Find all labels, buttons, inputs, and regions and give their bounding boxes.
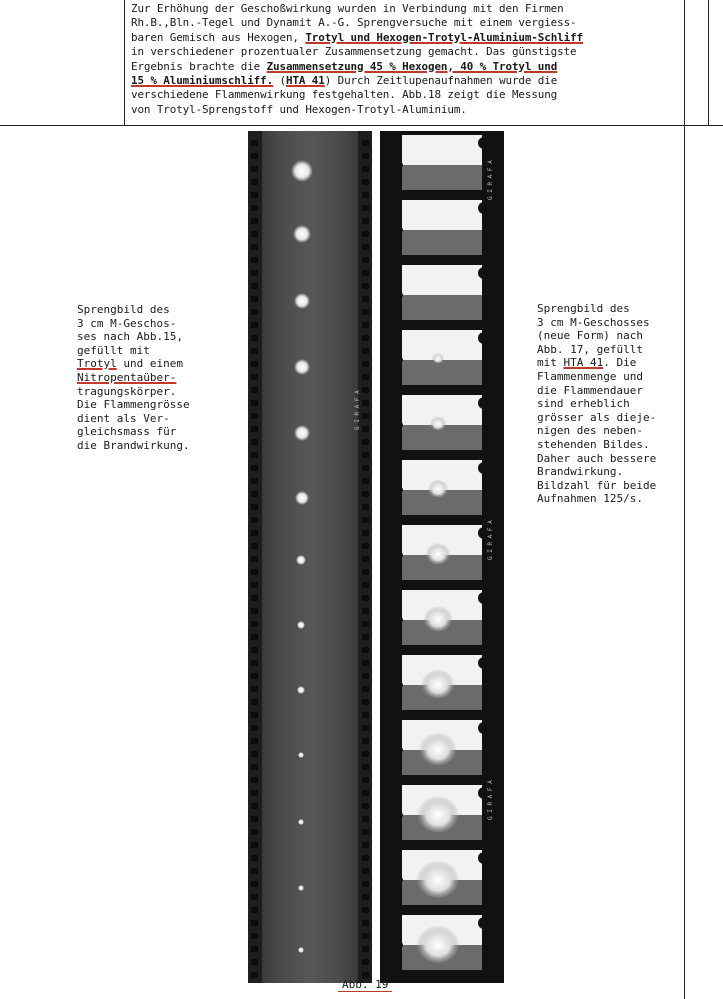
explosion-cloud <box>417 794 460 833</box>
film-perforation <box>362 244 369 250</box>
film-perforation <box>251 283 258 289</box>
frame-ground <box>402 165 482 190</box>
film-perforation <box>251 920 258 926</box>
film-perforation <box>362 179 369 185</box>
film-perforation <box>362 374 369 380</box>
film-perforation <box>397 812 403 818</box>
film-perforation <box>251 517 258 523</box>
film-perforation <box>251 192 258 198</box>
film-perforation <box>362 868 369 874</box>
film-perforation <box>362 881 369 887</box>
film-perforation <box>362 803 369 809</box>
film-perforation <box>362 153 369 159</box>
film-perforation <box>397 162 403 168</box>
film-perforation <box>251 712 258 718</box>
film-perforation <box>397 227 403 233</box>
left-line: dient als Ver- <box>77 411 170 425</box>
left-underlined: Trotyl <box>77 357 117 371</box>
film-perforation <box>251 699 258 705</box>
explosion-flash <box>294 359 310 375</box>
film-perforation <box>362 725 369 731</box>
film-perforation <box>251 933 258 939</box>
film-perforation <box>397 877 403 883</box>
intro-underlined: 15 % Aluminiumschliff. <box>131 74 274 88</box>
film-perforation <box>362 764 369 770</box>
film-perforation <box>251 504 258 510</box>
right-line: Daher auch bessere <box>537 451 657 465</box>
film-perforation <box>362 504 369 510</box>
film-perforation <box>478 462 490 474</box>
right-line: (neue Form) nach <box>537 329 643 343</box>
right-line: Abb. 17, gefüllt <box>537 342 643 356</box>
film-perforation <box>251 309 258 315</box>
intro-line: baren Gemisch aus Hexogen, <box>131 30 306 44</box>
film-perforation <box>362 543 369 549</box>
film-perforation <box>251 374 258 380</box>
film-perforation <box>251 569 258 575</box>
intro-line: ( <box>273 74 286 88</box>
film-perforation <box>251 777 258 783</box>
frame-ground <box>402 295 482 320</box>
film-perforation <box>362 452 369 458</box>
explosion-flash <box>298 885 304 891</box>
film-perforation <box>251 244 258 250</box>
right-underlined: HTA 41 <box>563 356 604 370</box>
film-perforation <box>251 673 258 679</box>
explosion-cloud <box>423 605 453 632</box>
film-perforation <box>251 725 258 731</box>
film-perforation <box>362 439 369 445</box>
film-perforation <box>362 309 369 315</box>
film-perforation <box>397 487 403 493</box>
film-perforation <box>362 517 369 523</box>
right-line: die Flammendauer <box>537 383 643 397</box>
explosion-flash <box>298 947 304 953</box>
intro-line: verschiedene Flammenwirkung festgehalten. Abb.18 zeigt die Messung <box>131 88 558 102</box>
film-edge-text: G I R A F A <box>354 390 361 430</box>
film-perforation <box>251 439 258 445</box>
film-perforation <box>397 422 403 428</box>
film-perforation <box>362 595 369 601</box>
film-perforation <box>362 413 369 419</box>
left-underlined: Nitropentaüber- <box>77 370 177 384</box>
explosion-cloud <box>432 353 444 364</box>
right-line: Bildzahl für beide <box>537 478 657 492</box>
film-perforation <box>251 322 258 328</box>
film-perforation <box>251 660 258 666</box>
film-perforation <box>251 140 258 146</box>
film-perforation <box>251 348 258 354</box>
explosion-cloud <box>421 668 455 699</box>
explosion-flash <box>298 752 304 758</box>
explosion-flash <box>294 293 310 309</box>
film-perforation <box>251 335 258 341</box>
left-line: und einem <box>116 357 183 371</box>
right-line: mit <box>537 356 564 370</box>
explosion-flash <box>291 160 313 182</box>
film-perforation <box>362 829 369 835</box>
film-perforation <box>251 257 258 263</box>
film-perforation <box>362 530 369 536</box>
intro-line: ) Durch Zeitlupenaufnahmen wurde die <box>324 74 558 88</box>
film-perforation <box>251 179 258 185</box>
film-perforation <box>478 852 490 864</box>
film-perforation <box>251 296 258 302</box>
film-perforation <box>362 166 369 172</box>
film-perforation <box>362 205 369 211</box>
film-perforation <box>362 946 369 952</box>
left-film-strip <box>248 131 372 983</box>
film-perforation <box>362 621 369 627</box>
film-perforation <box>362 569 369 575</box>
explosion-cloud <box>430 416 446 431</box>
film-perforation <box>251 790 258 796</box>
frame-ground <box>402 230 482 255</box>
film-perforation <box>251 530 258 536</box>
explosion-flash <box>298 819 304 825</box>
film-perforation <box>362 751 369 757</box>
film-perforation <box>251 764 258 770</box>
intro-line: Rh.B.,Bln.-Tegel und Dynamit A.-G. Sprengversuche mit einem vergiess- <box>131 16 577 30</box>
film-perforation <box>362 192 369 198</box>
film-perforation <box>362 322 369 328</box>
film-perforation <box>362 660 369 666</box>
film-perforation <box>362 738 369 744</box>
film-perforation <box>362 920 369 926</box>
film-perforation <box>362 842 369 848</box>
film-perforation <box>362 673 369 679</box>
film-perforation <box>478 592 490 604</box>
explosion-flash <box>297 686 305 694</box>
explosion-cloud <box>425 542 450 565</box>
film-perforation <box>362 335 369 341</box>
film-perforation <box>251 205 258 211</box>
film-perforation <box>362 816 369 822</box>
film-perforation <box>251 400 258 406</box>
film-perforation <box>251 478 258 484</box>
film-perforation <box>362 140 369 146</box>
film-perforation <box>362 361 369 367</box>
film-perforation <box>397 617 403 623</box>
explosion-cloud <box>416 858 460 898</box>
film-perforation <box>251 166 258 172</box>
film-perforation <box>362 907 369 913</box>
film-perforation <box>362 959 369 965</box>
film-perforation <box>362 387 369 393</box>
left-description <box>77 303 237 453</box>
film-perforation <box>251 465 258 471</box>
film-perforation <box>478 917 490 929</box>
film-perforation <box>251 738 258 744</box>
figure-caption: Abb. 19 <box>338 978 392 992</box>
film-perforation <box>362 790 369 796</box>
film-perforation <box>251 218 258 224</box>
intro-underlined: Trotyl und Hexogen-Trotyl-Aluminium-Schliff <box>305 30 583 44</box>
intro-line: von Trotyl-Sprengstoff und Hexogen-Trotyl-Aluminium. <box>131 102 467 116</box>
film-perforation <box>251 907 258 913</box>
film-perforation <box>251 231 258 237</box>
left-line: gleichsmass für <box>77 425 177 439</box>
film-perforation <box>362 634 369 640</box>
film-perforation <box>251 582 258 588</box>
explosion-cloud <box>416 923 460 963</box>
film-perforation <box>478 332 490 344</box>
film-perforation <box>397 552 403 558</box>
left-line: tragungskörper. <box>77 384 177 398</box>
film-perforation <box>362 933 369 939</box>
film-perforation <box>251 608 258 614</box>
film-perforation <box>251 387 258 393</box>
film-perforation <box>251 413 258 419</box>
film-perforation <box>251 556 258 562</box>
film-perforation <box>362 608 369 614</box>
film-perforation <box>362 465 369 471</box>
film-perforation <box>478 137 490 149</box>
film-perforation <box>478 722 490 734</box>
film-perforation <box>251 829 258 835</box>
right-line: grösser als dieje- <box>537 410 657 424</box>
right-line: stehenden Bildes. <box>537 437 650 451</box>
left-line: Sprengbild des <box>77 303 170 316</box>
film-perforation <box>251 543 258 549</box>
intro-underlined: Zusammensetzung 45 % Hexogen, 40 % Trotyl und <box>266 59 558 73</box>
film-perforation <box>251 972 258 978</box>
film-perforation <box>251 647 258 653</box>
film-edge-text: G I R A F A <box>487 160 494 200</box>
film-perforation <box>362 582 369 588</box>
film-perforation <box>251 881 258 887</box>
film-perforation <box>478 397 490 409</box>
film-edge-text: G I R A F A <box>487 520 494 560</box>
film-perforation <box>251 361 258 367</box>
right-line: nigen des neben- <box>537 424 643 438</box>
film-perforation <box>251 634 258 640</box>
film-perforation <box>362 712 369 718</box>
film-perforation <box>478 657 490 669</box>
film-perforation <box>251 946 258 952</box>
film-perforation <box>362 231 369 237</box>
film-perforation <box>362 699 369 705</box>
intro-line: Zur Erhöhung der Geschoßwirkung wurden in Verbindung mit den Firmen <box>131 2 564 15</box>
film-perforation <box>251 686 258 692</box>
film-perforation <box>251 959 258 965</box>
film-perforation <box>397 942 403 948</box>
film-perforation <box>251 491 258 497</box>
intro-line: in verschiedener prozentualer Zusammensetzung gemacht. Das günstigste <box>131 45 577 59</box>
film-perforation <box>362 426 369 432</box>
explosion-flash <box>296 555 306 565</box>
explosion-flash <box>295 491 309 505</box>
explosion-cloud <box>419 731 457 766</box>
film-perforation <box>251 270 258 276</box>
right-line: Flammenmenge und <box>537 369 643 383</box>
film-perforation <box>251 621 258 627</box>
film-perforation <box>251 595 258 601</box>
film-perforation <box>251 751 258 757</box>
film-perforation <box>478 202 490 214</box>
film-perforation <box>251 153 258 159</box>
film-perforation <box>397 682 403 688</box>
film-perforation <box>362 283 369 289</box>
film-perforation <box>362 218 369 224</box>
right-description <box>537 302 712 506</box>
film-perforation <box>362 686 369 692</box>
right-line: . Die <box>603 356 637 370</box>
explosion-flash <box>294 425 310 441</box>
film-edge-text: G I R A F A <box>487 780 494 820</box>
right-line: Brandwirkung. <box>537 465 624 479</box>
left-line: gefüllt mit <box>77 343 150 357</box>
left-line: die Brandwirkung. <box>77 438 190 452</box>
explosion-flash <box>293 225 311 243</box>
explosion-cloud <box>428 479 449 498</box>
left-line: ses nach Abb.15, <box>77 330 183 344</box>
film-perforation <box>362 777 369 783</box>
right-line: 3 cm M-Geschosses <box>537 315 650 329</box>
film-perforation <box>397 292 403 298</box>
film-perforation <box>251 803 258 809</box>
film-perforation <box>251 452 258 458</box>
right-film-strip <box>354 131 504 983</box>
film-perforation <box>478 267 490 279</box>
film-perforation <box>362 556 369 562</box>
film-perforation <box>251 426 258 432</box>
film-perforation <box>251 868 258 874</box>
left-line: 3 cm M-Geschos- <box>77 316 177 330</box>
film-perforation <box>251 894 258 900</box>
film-perforation <box>397 357 403 363</box>
film-perforation <box>251 842 258 848</box>
film-perforation <box>397 747 403 753</box>
film-perforation <box>251 855 258 861</box>
intro-underlined: HTA 41 <box>285 74 325 88</box>
film-perforation <box>362 855 369 861</box>
frame-ground <box>402 360 482 385</box>
right-line: Aufnahmen 125/s. <box>537 492 643 506</box>
film-perforation <box>362 894 369 900</box>
film-perforation <box>362 400 369 406</box>
film-perforation <box>362 270 369 276</box>
film-perforation <box>362 491 369 497</box>
film-perforation <box>251 816 258 822</box>
right-line: Sprengbild des <box>537 302 630 315</box>
film-perforation <box>362 478 369 484</box>
film-perforation <box>362 348 369 354</box>
film-perforation <box>362 257 369 263</box>
right-line: sind erheblich <box>537 397 630 411</box>
intro-line: Ergebnis brachte die <box>131 59 267 73</box>
film-perforation <box>362 296 369 302</box>
explosion-flash <box>297 621 305 629</box>
left-line: Die Flammengrösse <box>77 398 190 412</box>
film-perforation <box>362 647 369 653</box>
